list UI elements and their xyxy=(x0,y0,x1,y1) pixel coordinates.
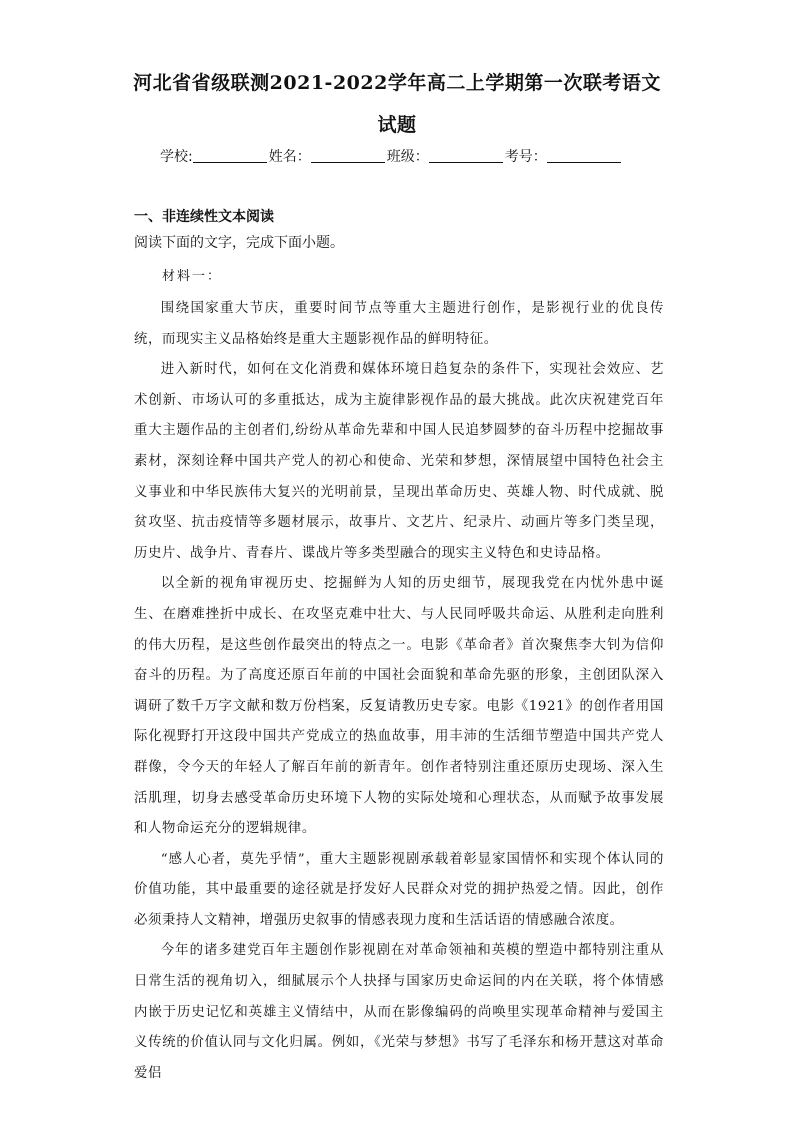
name-label: 姓名： xyxy=(268,149,311,165)
instruction-text: 阅读下面的文字，完成下面小题。 xyxy=(134,235,344,251)
student-info-row xyxy=(160,146,660,166)
article-body xyxy=(134,294,664,1089)
document-title-line1: 河北省省级联测2021-2022学年高二上学期第一次联考语文 xyxy=(133,72,661,94)
document-title-line2: 试题 xyxy=(377,114,417,136)
paragraph: 进入新时代，如何在文化消费和媒体环境日趋复杂的条件下，实现社会效应、艺术创新、市场认可的多重抵达，成为主旋律影视作品的最大挑战。此次庆祝建党百年重大主题作品的主创者们,纷纷从革命先辈和中国人民追梦圆梦的奋斗历程中挖掘故事素材，深刻诠释中国共产党人的初心和使命、光荣和梦想，深情展望中国特色社会主义事业和中华民族伟大复兴的光明前景，呈现出革命历史、英雄人物、时代成就、脱贫攻坚、抗击疫情等多题材展示，故事片、文艺片、纪录片、动画片等多门类呈现，历史片、战争片、青春片、谍战片等多类型融合的现实主义特色和史诗品格。 xyxy=(134,362,664,561)
paragraph: 以全新的视角审视历史、挖掘鲜为人知的历史细节，展现我党在内忧外患中诞生、在磨难挫折中成长、在攻坚克难中壮大、与人民同呼吸共命运、从胜利走向胜利的伟大历程，是这些创作最突出的特点之一。电影《革命者》首次聚焦李大钊为信仰奋斗的历程。为了高度还原百年前的中国社会面貌和革命先驱的形象，主创团队深入调研了数千万字文献和数万份档案，反复请教历史专家。电影《1921》的创作者用国际化视野打开这段中国共产党成立的热血故事，用丰沛的生活细节塑造中国共产党人群像，令今天的年轻人了解百年前的新青年。创作者特别注重还原历史现场、深入生活肌理，切身去感受革命历史环境下人物的实际处境和心理状态，从而赋予故事发展和人物命运充分的逻辑规律。 xyxy=(134,576,664,837)
paragraph: 围绕国家重大节庆，重要时间节点等重大主题进行创作，是影视行业的优良传统，而现实主义品格始终是重大主题影视作品的鲜明特征。 xyxy=(134,301,664,347)
section-heading: 一、非连续性文本阅读 xyxy=(134,209,274,225)
name-blank[interactable] xyxy=(311,148,385,163)
school-label: 学校: xyxy=(160,149,193,165)
exam-no-label: 考号： xyxy=(504,149,547,165)
material-label: 材料一： xyxy=(162,269,223,284)
school-blank[interactable] xyxy=(193,148,267,163)
class-label: 班级： xyxy=(386,149,429,165)
paragraph: “感人心者，莫先乎情”，重大主题影视剧承载着彰显家国情怀和实现个体认同的价值功能，其中最重要的途径就是抒发好人民群众对党的拥护热爱之情。因此，创作必须秉持人文精神，增强历史叙事的情感表现力度和生活话语的情感融合浓度。 xyxy=(134,851,664,928)
class-blank[interactable] xyxy=(429,148,503,163)
paragraph: 今年的诸多建党百年主题创作影视剧在对革命领袖和英模的塑造中都特别注重从日常生活的视角切入，细腻展示个人抉择与国家历史命运间的内在关联，将个体情感内嵌于历史记忆和英雄主义情结中，从而在影像编码的尚唤里实现革命精神与爱国主义传统的价值认同与文化归属。例如，《光荣与梦想》书写了毛泽东和杨开慧这对革命爱侣 xyxy=(134,943,664,1081)
exam-no-blank[interactable] xyxy=(547,148,621,163)
